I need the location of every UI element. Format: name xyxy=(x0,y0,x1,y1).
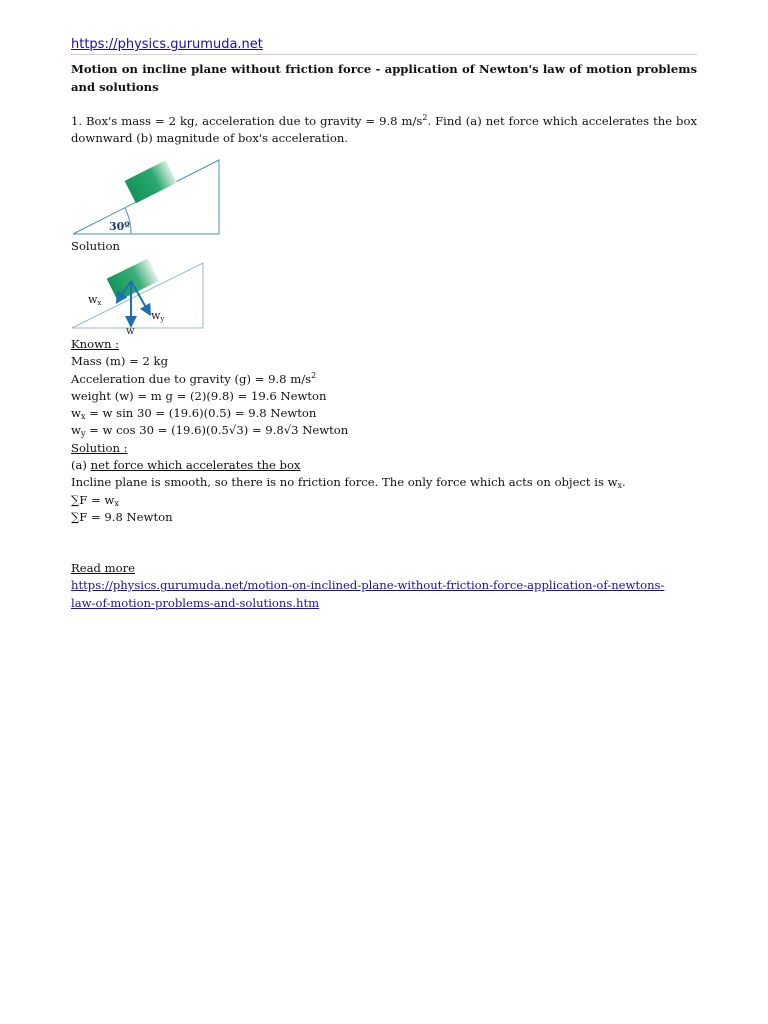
known-heading: Known : xyxy=(71,337,120,351)
read-more-label: Read more xyxy=(71,561,135,575)
explanation-text: Incline plane is smooth, so there is no friction force. The only force which acts on object is $w_x$. xyxy=(71,475,626,491)
problem-text: 1. Box's mass = 2 kg, acceleration due to gravity = 9.8 m/s xyxy=(71,114,423,128)
known-wx: $w_x = w$ sin 30 = (19.6)(0.5) = 9.8 Newton xyxy=(71,406,317,422)
solution-content xyxy=(71,336,697,526)
angle-label: 30º xyxy=(109,220,130,233)
header-url-link[interactable]: https://physics.gurumuda.net xyxy=(71,37,263,52)
incline-figure-1 xyxy=(71,155,223,237)
page-title: Motion on incline plane without friction force - application of Newton's law of motion problems and solutions xyxy=(71,62,697,94)
problem-superscript: 2 xyxy=(422,113,428,122)
w-label: w xyxy=(126,326,135,337)
problem-statement xyxy=(71,113,697,148)
wx-label: wx xyxy=(88,293,102,307)
box-shape xyxy=(125,160,177,203)
solution-heading: Solution : xyxy=(71,440,128,455)
known-mass: Mass (m) = 2 kg xyxy=(71,354,169,369)
solution-label: Solution xyxy=(71,239,120,253)
box-shape xyxy=(107,258,159,301)
equation-1: $\sum F = w_x$ xyxy=(71,492,119,508)
equation-2: ∑F = 9.8 Newton xyxy=(71,509,173,524)
header-divider xyxy=(71,54,697,55)
known-wy: $w_y = w$ cos 30 = (19.6)(0.5√3) = 9.8√3 Newton xyxy=(71,423,349,439)
read-more-link[interactable]: https://physics.gurumuda.net/motion-on-inclined-plane-without-friction-force-application-of-newtons- law-of-motion-problems-and-solutions.htm xyxy=(71,578,665,610)
problem-text-end: . Find (a) net force which accelerates the box downward (b) magnitude of box's acceleration. xyxy=(71,114,697,146)
part-a-heading: (a) net force which accelerates the box xyxy=(71,458,301,473)
known-gravity: Acceleration due to gravity (g) = 9.8 $m/s^2$ xyxy=(71,370,317,386)
read-more-section xyxy=(71,560,697,612)
force-diagram-figure xyxy=(71,255,207,337)
wy-label: wy xyxy=(151,309,165,323)
known-weight: weight (w) = m g = (2)(9.8) = 19.6 Newton xyxy=(71,388,327,403)
